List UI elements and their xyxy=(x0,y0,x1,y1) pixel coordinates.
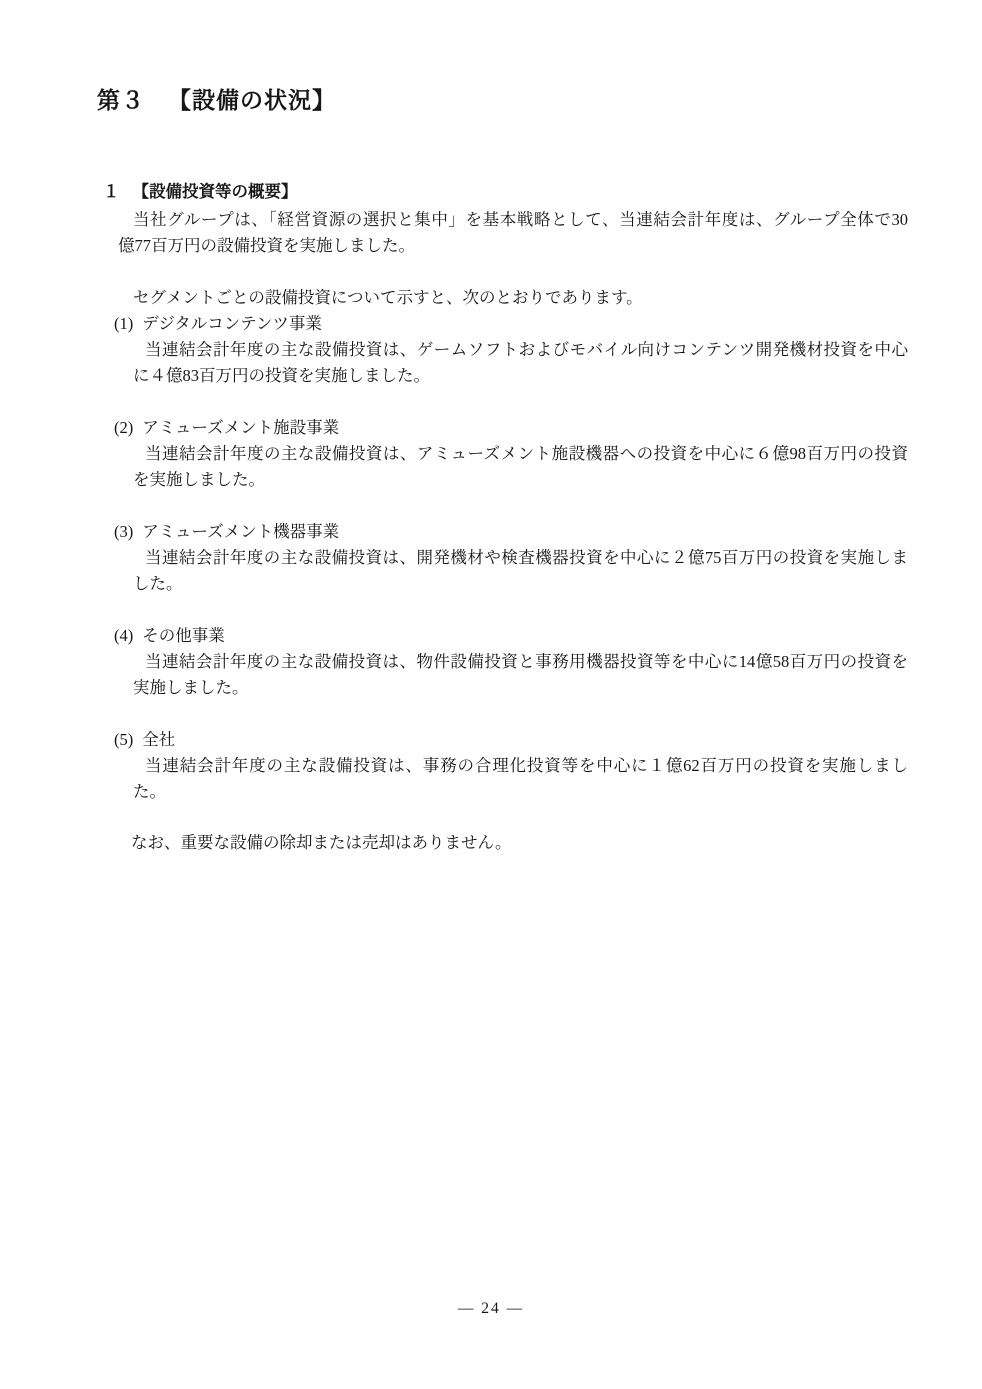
item-heading xyxy=(114,623,908,649)
item-heading xyxy=(114,311,908,337)
item-body xyxy=(133,649,908,701)
investment-item-amusement-facility xyxy=(114,415,908,493)
page-number: ― 24 ― xyxy=(457,1300,525,1317)
note-sentence: なお、重要な設備の除却または売却はありません。 xyxy=(131,833,512,852)
paragraph-line: に４億83百万円の投資を実施しました。 xyxy=(133,366,430,385)
investment-item-companywide xyxy=(114,727,908,805)
paragraph-line: た。 xyxy=(133,782,166,801)
investment-item-other-business xyxy=(114,623,908,701)
section-title: 【設備投資等の概要】 xyxy=(132,183,298,201)
item-label: アミューズメント機器事業 xyxy=(142,522,340,541)
item-body xyxy=(133,753,908,805)
item-number: (1) xyxy=(114,314,134,333)
investment-item-digital-contents xyxy=(114,311,908,389)
intro-paragraph xyxy=(118,207,908,259)
item-label: デジタルコンテンツ事業 xyxy=(142,314,322,333)
paragraph-line: 当連結会計年度の主な設備投資は、ゲームソフトおよびモバイル向けコンテンツ開発機材投資を中心 xyxy=(145,340,908,359)
item-heading xyxy=(114,727,908,753)
paragraph-line: を実施しました。 xyxy=(133,470,265,489)
paragraph-line: 当連結会計年度の主な設備投資は、物件設備投資と事務用機器投資等を中心に14億58百万円の投資を xyxy=(145,652,908,671)
item-label: アミューズメント施設事業 xyxy=(142,418,340,437)
section-heading xyxy=(103,180,298,204)
item-body xyxy=(133,337,908,389)
chapter-title: 【設備の状況】 xyxy=(168,87,336,113)
item-number: (2) xyxy=(114,418,134,437)
item-body xyxy=(133,545,908,597)
item-number: (3) xyxy=(114,522,134,541)
item-heading xyxy=(114,519,908,545)
chapter-number: 第３ xyxy=(97,87,145,113)
paragraph-line: 実施しました。 xyxy=(133,678,249,697)
paragraph-line: 億77百万円の設備投資を実施しました。 xyxy=(118,236,415,255)
item-body xyxy=(133,441,908,493)
investment-item-amusement-equipment xyxy=(114,519,908,597)
paragraph-line: 当連結会計年度の主な設備投資は、事務の合理化投資等を中心に１億62百万円の投資を実施しまし xyxy=(145,756,908,775)
chapter-heading xyxy=(97,84,336,116)
item-number: (4) xyxy=(114,626,134,645)
paragraph-line: 当連結会計年度の主な設備投資は、アミューズメント施設機器への投資を中心に６億98百万円の投資 xyxy=(145,444,908,463)
item-heading xyxy=(114,415,908,441)
section-number: １ xyxy=(103,183,120,201)
paragraph-line: 当社グループは、「経営資源の選択と集中」を基本戦略として、当連結会計年度は、グループ全体で30 xyxy=(133,210,908,229)
paragraph-line: した。 xyxy=(133,574,183,593)
item-label: その他事業 xyxy=(142,626,225,645)
lead-sentence: セグメントごとの設備投資について示すと、次のとおりであります。 xyxy=(133,288,643,307)
item-number: (5) xyxy=(114,730,134,749)
item-label: 全社 xyxy=(142,730,176,749)
paragraph-line: 当連結会計年度の主な設備投資は、開発機材や検査機器投資を中心に２億75百万円の投資を実施しま xyxy=(145,548,908,567)
